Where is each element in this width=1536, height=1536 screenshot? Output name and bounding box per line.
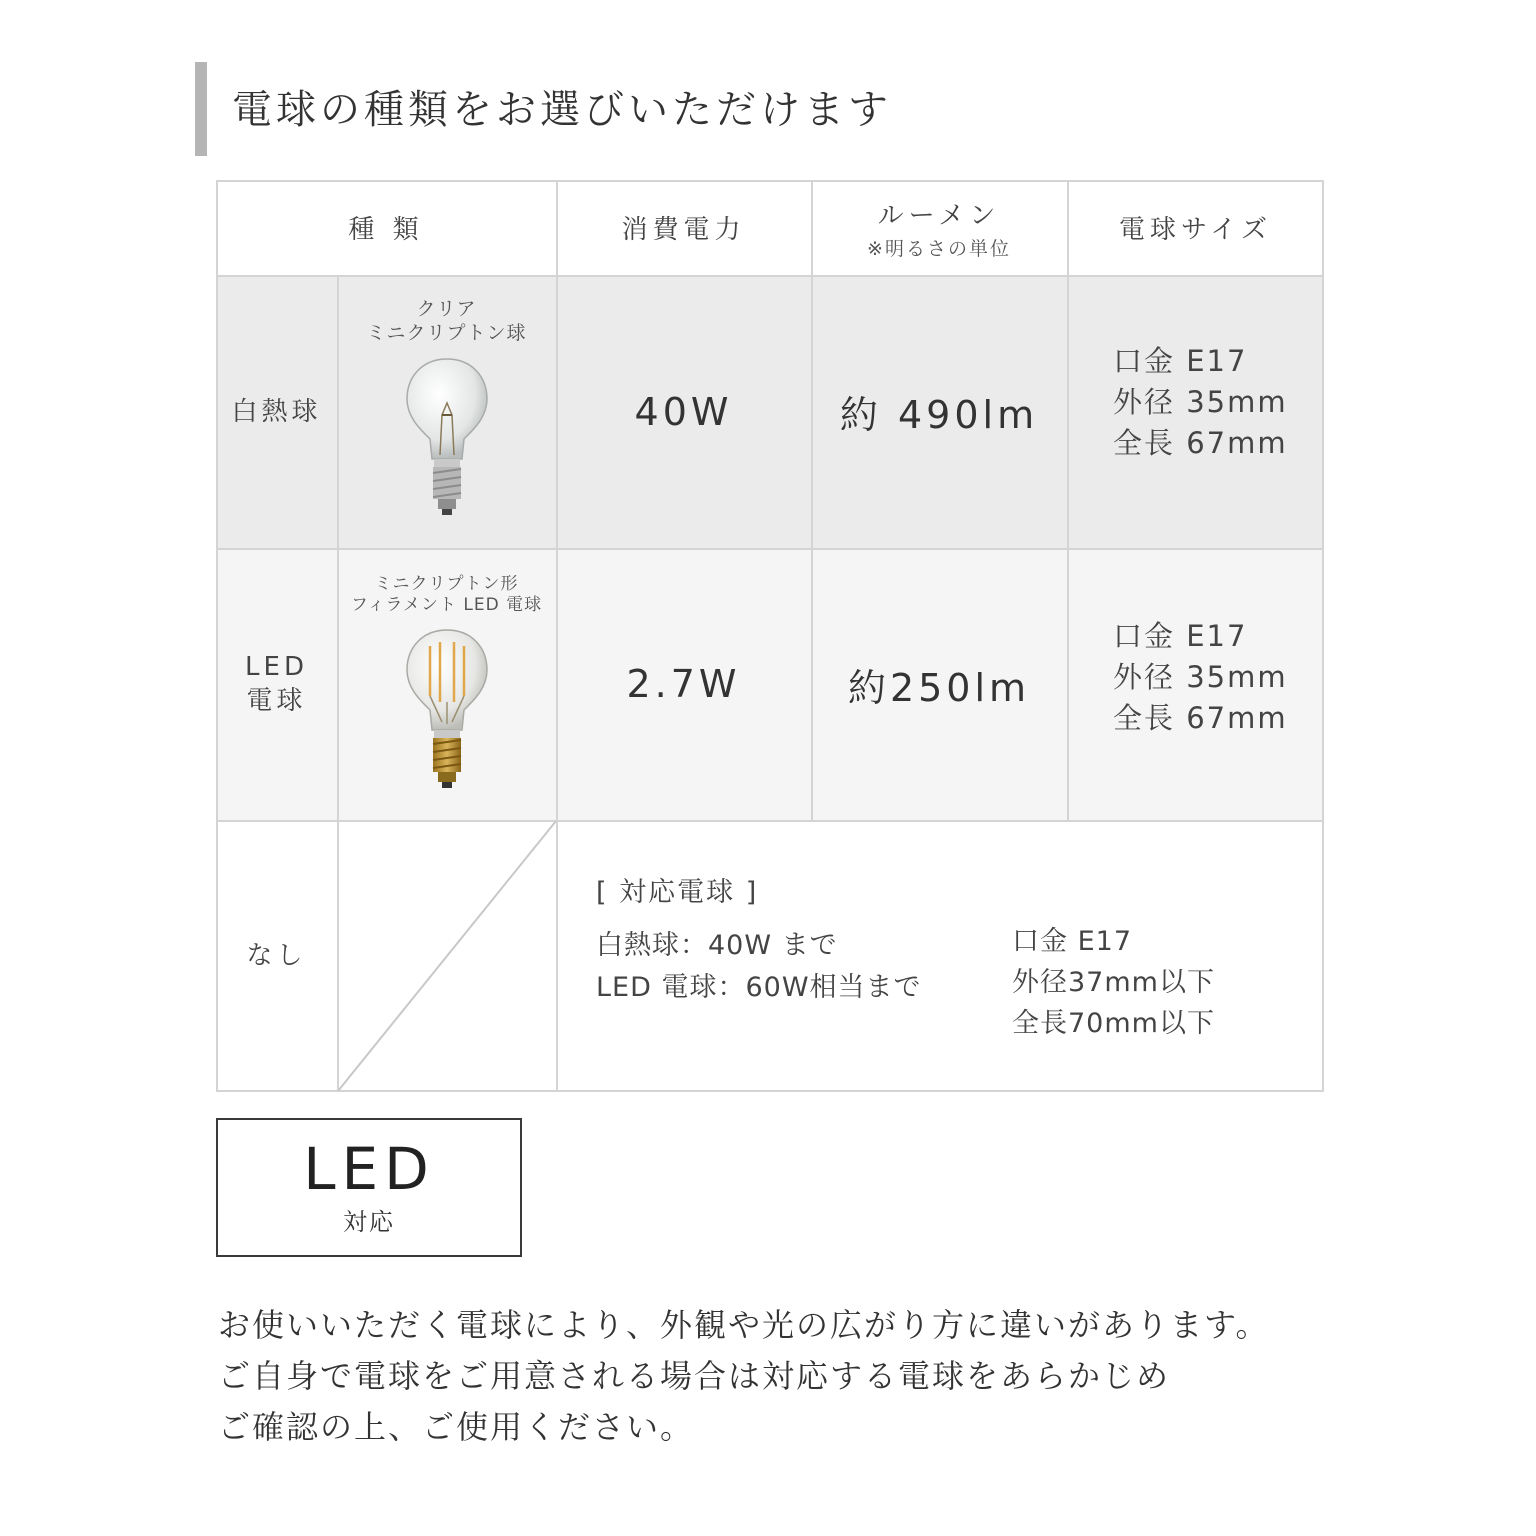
led-filament-bulb-icon bbox=[402, 626, 492, 801]
type-label: なし bbox=[246, 941, 307, 971]
bulb-caption: ミニクリプトン球 bbox=[366, 322, 527, 344]
page-title: 電球の種類をお選びいただけます bbox=[232, 87, 892, 133]
table-border bbox=[1322, 180, 1324, 1092]
header-power: 消費電力 bbox=[621, 215, 746, 245]
header-type: 種 類 bbox=[348, 215, 424, 245]
lumen-cell bbox=[811, 548, 1067, 820]
compat-wattage bbox=[596, 925, 922, 1009]
size-base: 口金 E17 bbox=[1113, 619, 1248, 653]
bulb-caption: フィラメント LED 電球 bbox=[350, 595, 543, 615]
lumen-value: 約250lm bbox=[847, 665, 1031, 710]
header-lumen: ルーメン bbox=[877, 200, 1001, 231]
size-spec bbox=[1113, 341, 1288, 464]
type-cell bbox=[216, 275, 337, 548]
header-size: 電球サイズ bbox=[1119, 215, 1272, 245]
size-spec bbox=[1113, 616, 1288, 739]
title-accent-bar bbox=[195, 62, 207, 156]
type-label: LED bbox=[245, 652, 308, 682]
badge-sub: 対応 bbox=[343, 1208, 395, 1236]
compat-size bbox=[1012, 921, 1215, 1044]
lumen-value: 約 490lm bbox=[839, 393, 1039, 437]
compat-title: [ 対応電球 ] bbox=[596, 877, 759, 908]
note-line: ご自身で電球をご用意される場合は対応する電球をあらかじめ bbox=[218, 1357, 1171, 1395]
note-line: お使いいただく電球により、外観や光の広がり方に違いがあります。 bbox=[218, 1306, 1270, 1344]
compat-length: 全長70mm以下 bbox=[1012, 1008, 1215, 1039]
size-base: 口金 E17 bbox=[1113, 344, 1248, 378]
bulb-spec-table bbox=[216, 180, 1324, 1092]
type-label: 白熱球 bbox=[231, 396, 322, 427]
note-line: ご確認の上、ご使用ください。 bbox=[218, 1408, 695, 1446]
compat-incandescent: 白熱球：40W まで bbox=[596, 930, 838, 961]
clear-bulb-icon bbox=[402, 355, 492, 525]
bulb-image-cell bbox=[337, 275, 556, 548]
compat-led: LED 電球：60W相当まで bbox=[596, 972, 922, 1003]
type-label: 電球 bbox=[246, 686, 307, 716]
led-compatible-badge bbox=[216, 1118, 522, 1257]
bulb-caption: ミニクリプトン形 bbox=[374, 574, 519, 594]
compat-diameter: 外径37mm以下 bbox=[1012, 967, 1215, 998]
compat-base: 口金 E17 bbox=[1012, 926, 1132, 957]
power-cell bbox=[556, 548, 811, 820]
bulb-image-cell bbox=[337, 548, 556, 820]
power-value: 2.7W bbox=[626, 662, 741, 706]
header-lumen-cell bbox=[811, 180, 1067, 275]
table-divider bbox=[1067, 180, 1069, 820]
header-power-cell bbox=[556, 180, 811, 275]
type-cell bbox=[216, 548, 337, 820]
power-cell bbox=[556, 275, 811, 548]
type-cell bbox=[216, 820, 337, 1092]
size-diameter: 外径 35mm bbox=[1113, 660, 1288, 694]
badge-main: LED bbox=[303, 1135, 435, 1203]
header-size-cell bbox=[1067, 180, 1324, 275]
empty-cell-diagonal bbox=[337, 820, 556, 1092]
bulb-caption: クリア bbox=[416, 298, 477, 320]
header-type-cell bbox=[216, 180, 556, 275]
size-diameter: 外径 35mm bbox=[1113, 385, 1288, 419]
power-value: 40W bbox=[634, 389, 733, 434]
header-lumen-note: ※明るさの単位 bbox=[867, 237, 1011, 260]
usage-note bbox=[218, 1300, 1269, 1453]
lumen-cell bbox=[811, 275, 1067, 548]
size-length: 全長 67mm bbox=[1113, 426, 1288, 460]
size-length: 全長 67mm bbox=[1113, 701, 1288, 735]
